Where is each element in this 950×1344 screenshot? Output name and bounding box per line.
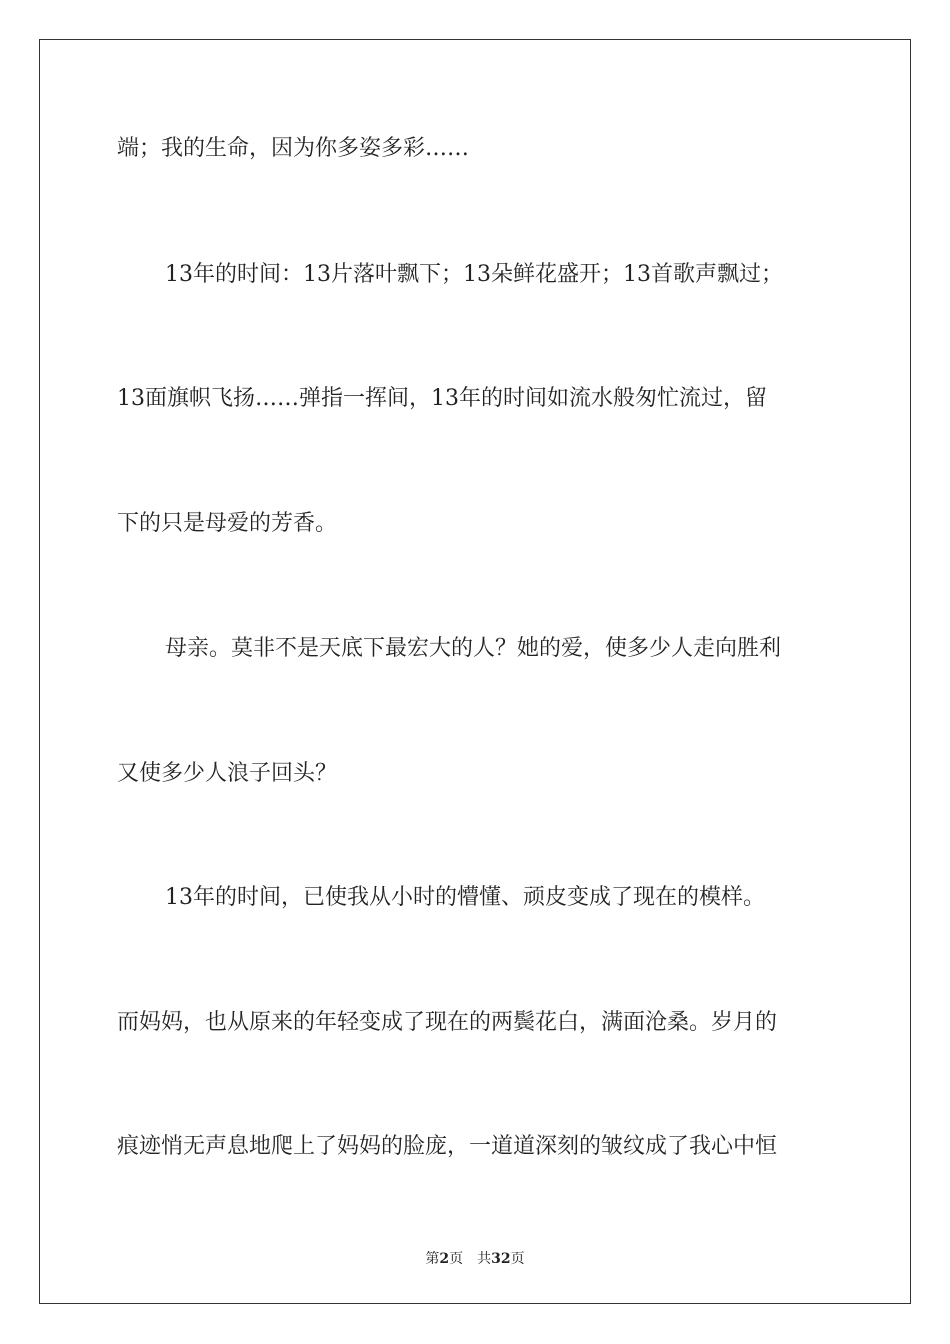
page-frame: [39, 39, 911, 1304]
text-line-6: 又使多少人浪子回头？: [117, 761, 338, 786]
text-line-3: 13面旗帜飞扬……弹指一挥间，13年的时间如流水般匆忙流过，留: [117, 386, 767, 411]
page-number: 2: [439, 1251, 450, 1267]
page-prefix: 第: [425, 1251, 440, 1267]
text-line-7: 13年的时间，已使我从小时的懵懂、顽皮变成了现在的模样。: [165, 885, 765, 910]
text-line-9: 痕迹悄无声息地爬上了妈妈的脸庞，一道道深刻的皱纹成了我心中恒: [117, 1134, 778, 1159]
text-line-8: 而妈妈，也从原来的年轻变成了现在的两鬓花白，满面沧桑。岁月的: [117, 1010, 778, 1035]
text-line-4: 下的只是母爱的芳香。: [117, 511, 338, 536]
total-prefix: 共: [477, 1251, 492, 1267]
text-line-1: 端；我的生命，因为你多姿多彩……: [117, 136, 470, 161]
page-suffix: 页: [449, 1251, 464, 1267]
text-line-5: 母亲。莫非不是天底下最宏大的人？她的爱，使多少人走向胜利: [165, 636, 782, 661]
total-pages: 32: [491, 1251, 511, 1267]
text-line-2: 13年的时间：13片落叶飘下；13朵鲜花盛开；13首歌声飘过；: [165, 262, 783, 287]
total-suffix: 页: [510, 1251, 525, 1267]
page-footer: [0, 1248, 950, 1268]
